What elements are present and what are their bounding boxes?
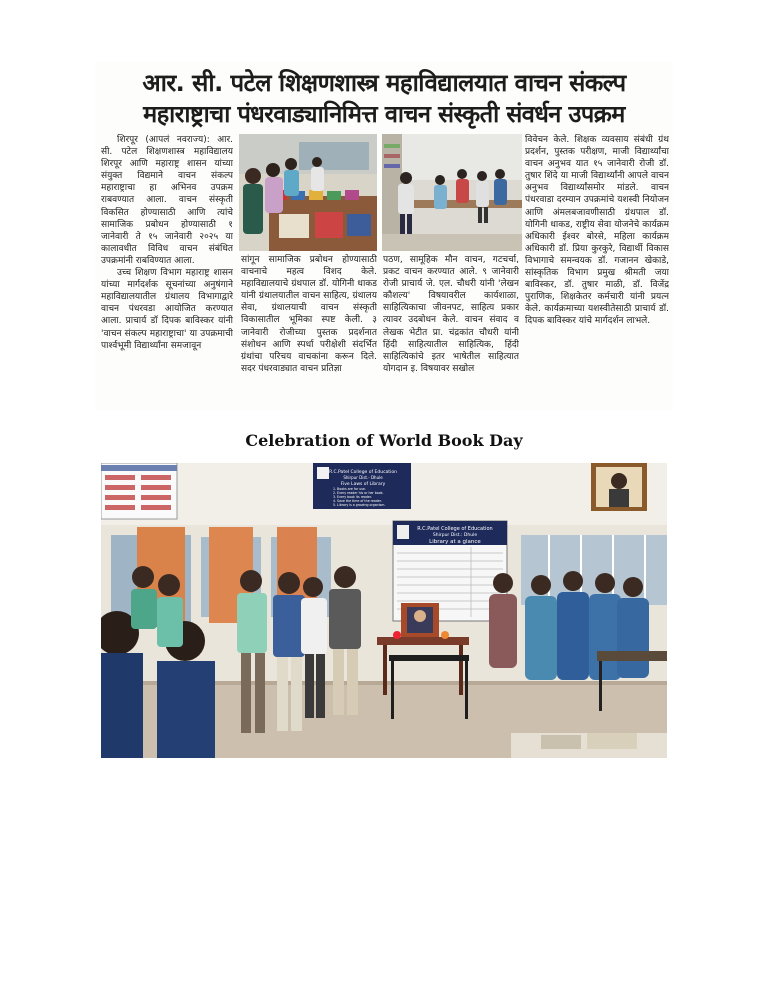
poster-law-5: 5. Library is a growing organism. (333, 503, 386, 507)
banner-location: Shirpur Dist.: Dhule (432, 533, 478, 538)
headline-line-2: महाराष्ट्राचा पंधरवाड्यानिमित्त वाचन संस्कृती संवर्धन उपक्रम (143, 100, 625, 128)
newspaper-clipping (95, 62, 673, 410)
article-column-1 (101, 134, 233, 406)
news-photo-book-exhibition (239, 134, 377, 251)
poster-location: Shirpur Dist.- Dhule (343, 475, 383, 480)
event-photo (101, 463, 667, 758)
article-paragraph: उच्च शिक्षण विभाग महाराष्ट्र शासन यांच्या मार्गदर्शक सूचनांच्या अनुषंगाने महाविद्यालयातील ग्रंथालय विभागाद्वारे वाचन पंधरवडा आयोजित करण्यात आला. प्राचार्य डॉ दिपक बाविस्कर यांनी 'वाचन संकल्प महाराष्ट्राचा' या उपक्रमाची पार्श्वभूमी विद्यार्थ्यांना समजावून (101, 268, 233, 351)
article-paragraph: शिरपूर (आपलं नवराज्य): आर. सी. पटेल शिक्षणशास्त्र महाविद्यालय शिरपूर आणि महाराष्ट्र शासन यांच्या संयुक्त विद्यमाने वाचन संकल्प महाराष्ट्राचा हा अभिनव उपक्रम राबवण्यात आला. वाचन संस्कृती विकसित होण्यासाठी आणि त्यांचे सामाजिक प्रबोधन होण्यासाठी १ जानेवारी ते १५ जानेवारी २०२५ या कालावधीत विविध वाचन संबंधित उपक्रमांनी राबविण्यात आला. (101, 135, 233, 266)
photo-caption: Celebration of World Book Day (245, 431, 523, 450)
event-photo-illustration (101, 463, 667, 758)
article-paragraph: पठण, सामूहिक मौन वाचन, गटचर्चा, प्रकट वाचन करण्यात आले. ९ जानेवारी रोजी प्राचार्य जे. एल. चौधरी यांनी 'लेखन कौशल्य' विषयावरील कार्यशाळा, साहित्यिकाचा जीवनपट, साहित्य प्रकार त्यावर उदबोधन केले. वाचन संवाद व लेखक भेटीत प्रा. चंद्रकांत चौधरी यांनी हिंदी साहित्यातील साहित्यिक, हिंदी साहित्यिकांचे इतर भाषेतील साहित्यात योगदान इ. विषयावर सखोल (383, 255, 519, 374)
banner-title: Library at a glance (429, 539, 481, 545)
poster-law-4: 4. Save the time of the reader. (333, 499, 382, 503)
article-paragraph: विवेचन केले. शिक्षक व्यवसाय संबंधी ग्रंथ प्रदर्शन, पुस्तक परीक्षण, माजी विद्यार्थ्यांचा वाचन अनुभव यात १५ जानेवारी रोजी डॉ. तुषार शिंदे या माजी विद्यार्थ्यांनी आपले वाचन अनुभव विद्यार्थ्यांसमोर मांडले. वाचन पंधरवाडा दरम्यान उपक्रमांचे यशस्वी नियोजन आणि अंमलबजावणीसाठी ग्रंथपाल डॉ. योगिनी धाकड, राष्ट्रीय सेवा योजनेचे कार्यक्रम अधिकारी ईश्वर बोरसे, महिला कार्यक्रम अधिकारी डॉ. प्रिया कुरकुरे, विद्यार्थी विकास विभागाचे समन्वयक डॉ. गजानन खेकाडे, सांस्कृतिक विभाग प्रमुख श्रीमती जया बाविस्कर, डॉ. तुषार माळी, डॉ. विजेंद्र पुराणिक, शिक्षकेतर कर्मचारी यांनी प्रयत्न केले. कार्यक्रमाच्या यशस्वीतेसाठी प्राचार्य डॉ. दिपक बाविस्कर यांचे मार्गदर्शन लाभले. (525, 135, 669, 327)
poster-college-name: R.C.Patel College of Education (329, 470, 397, 475)
banner-college-name: R.C.Patel College of Education (417, 526, 493, 532)
book-exhibition-illustration (239, 134, 377, 251)
headline-line-1: आर. सी. पटेल शिक्षणशास्त्र महाविद्यालयात वाचन संकल्प (142, 69, 626, 97)
news-photo-library-hall (382, 134, 522, 251)
article-column-4 (525, 134, 669, 406)
poster-law-3: 3. Every book its reader. (333, 495, 372, 499)
article-column-2 (241, 254, 377, 406)
library-hall-illustration (382, 134, 522, 251)
article-paragraph: सांगून सामाजिक प्रबोधन होण्यासाठी वाचनाचे महत्व विशद केले. महाविद्यालयाचे ग्रंथपाल डॉ. योगिनी धाकड यांनी ग्रंथालयातील वाचन साहित्य, ग्रंथालय सेवा, ग्रंथालयाची वाचन संस्कृती विकासातील भूमिका स्पष्ट केली. ३ जानेवारी रोजीच्या पुस्तक प्रदर्शनात संशोधन आणि स्पर्धा परीक्षेशी संदर्भित ग्रंथांचा परिचय वाचकांना करून दिले. सदर पंधरवाड्यात वाचन प्रतिज्ञा (241, 255, 377, 374)
article-column-3 (383, 254, 519, 406)
poster-law-1: 1. Books are for use. (333, 487, 366, 491)
poster-law-2: 2. Every reader his or her book. (333, 491, 384, 495)
poster-title: Five Laws of Library (340, 482, 386, 487)
